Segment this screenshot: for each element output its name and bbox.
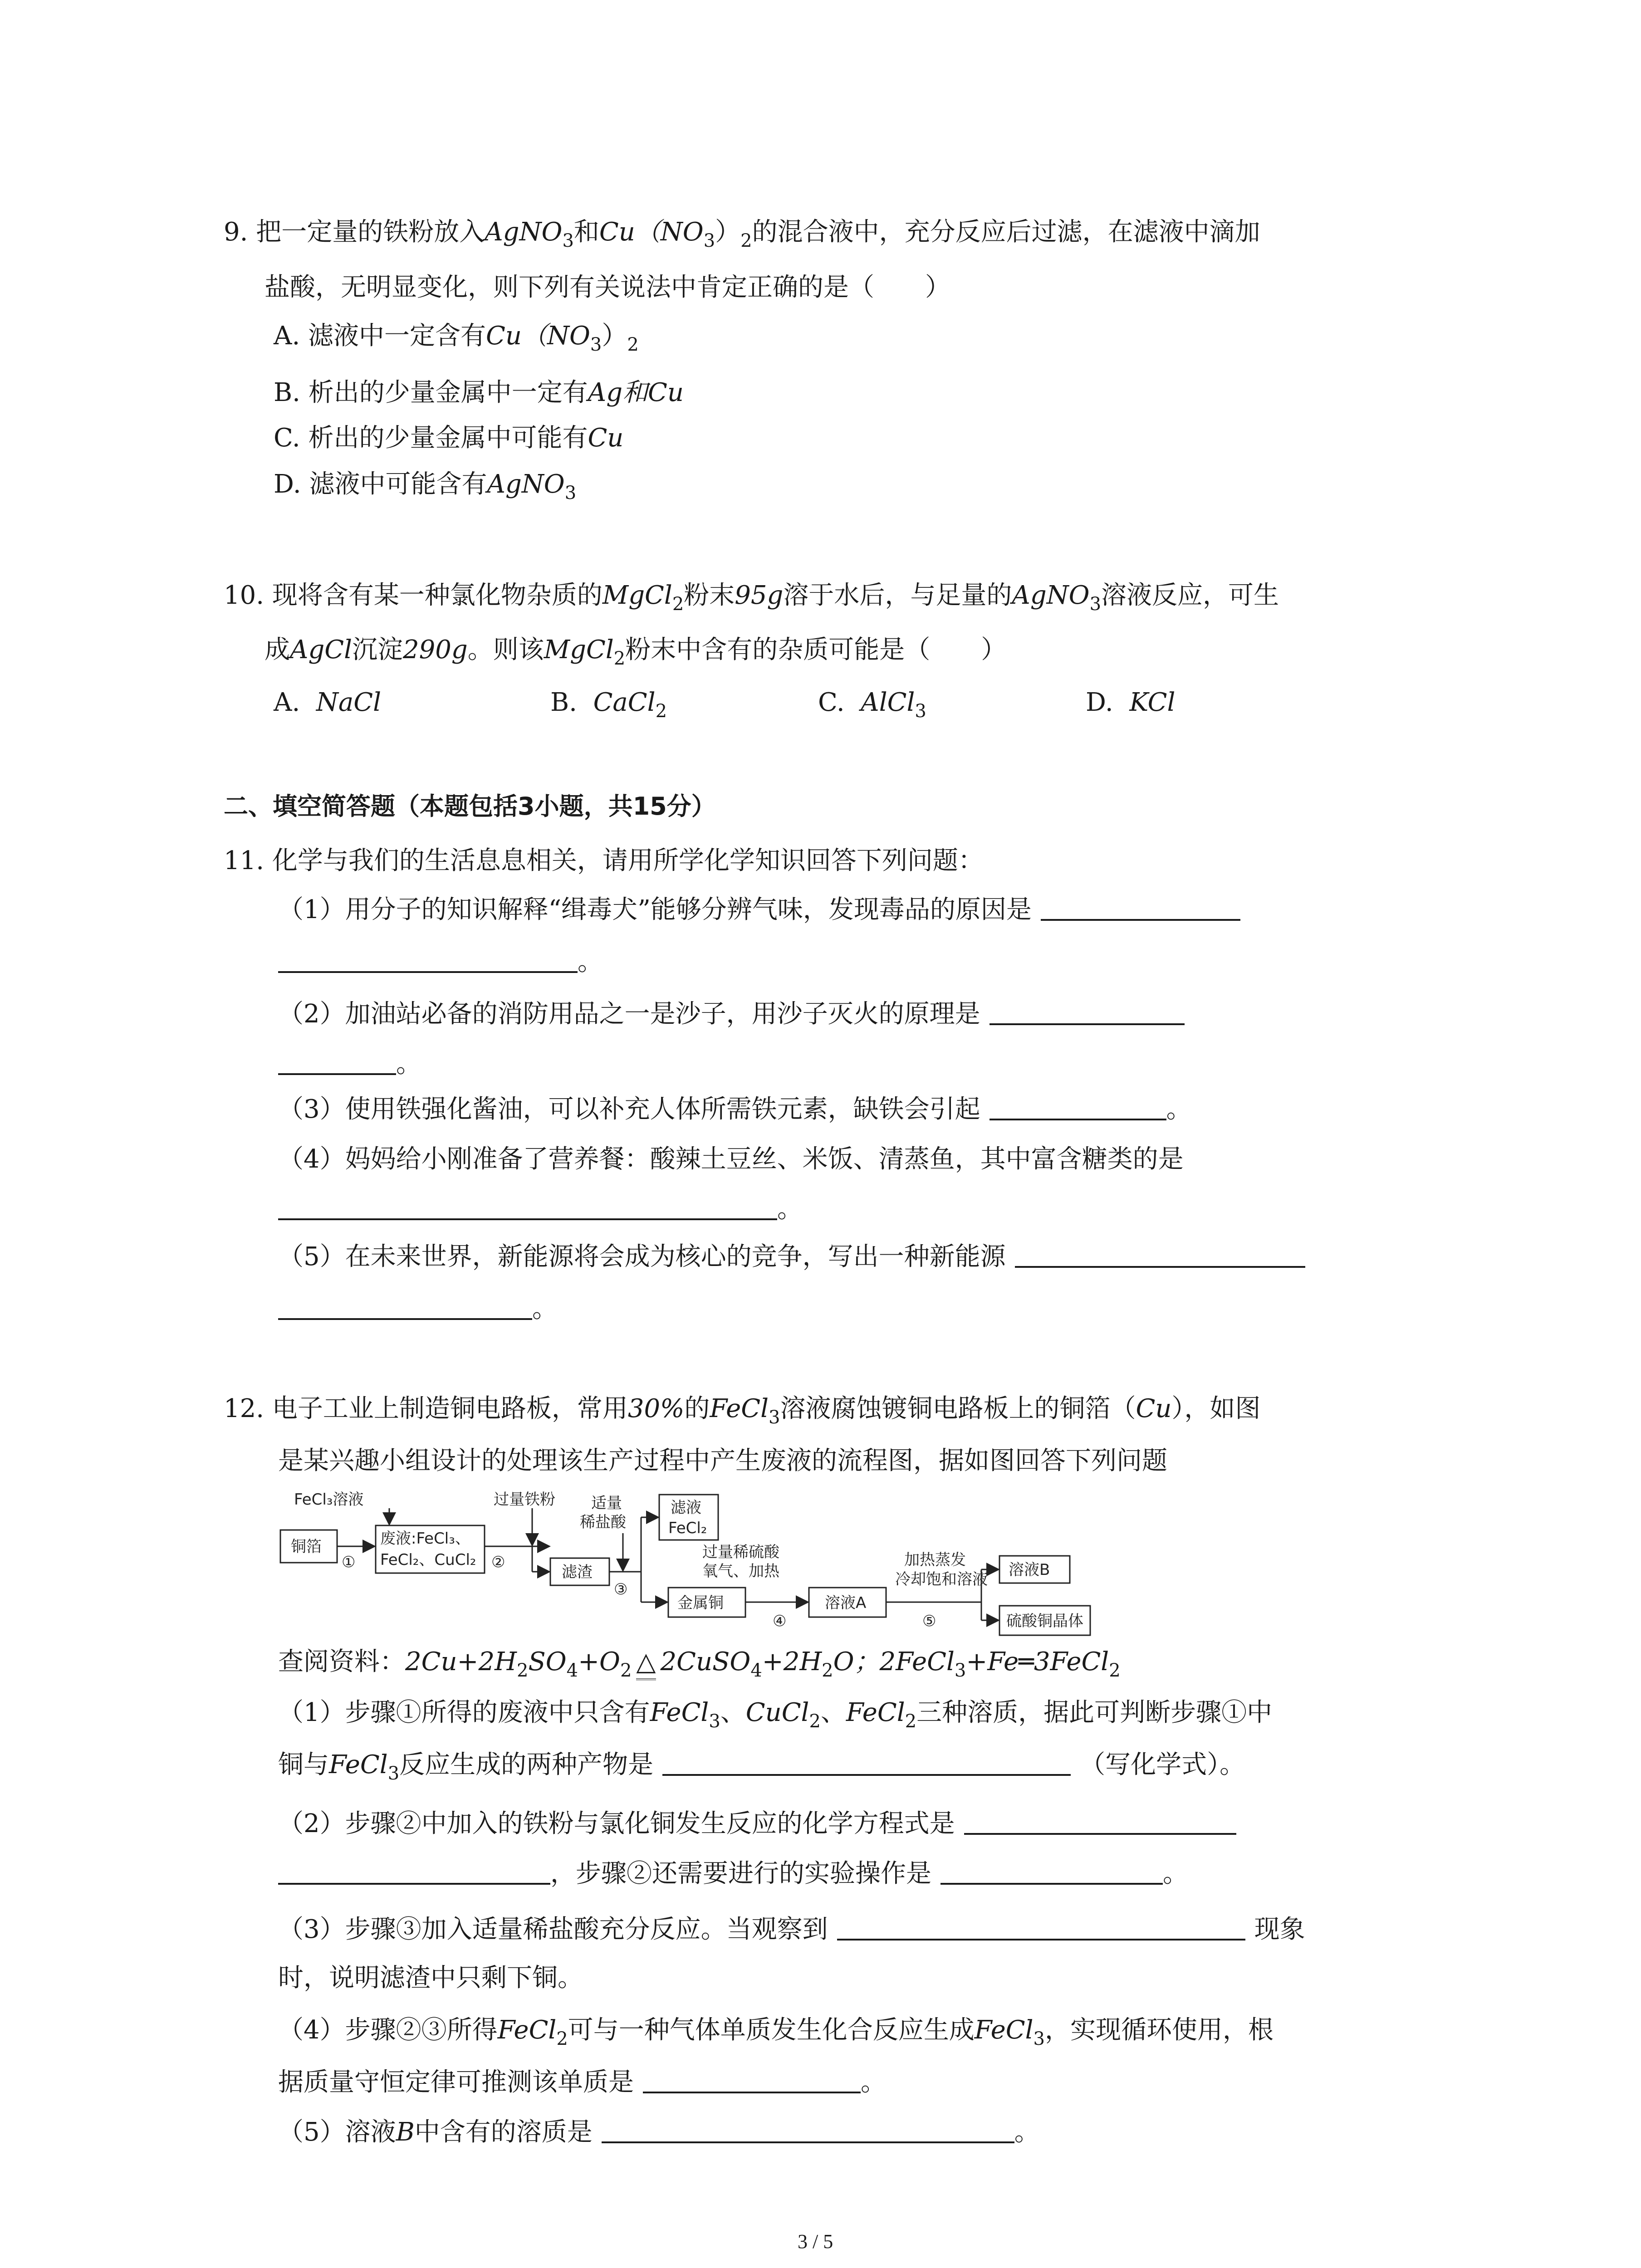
q12-step4-line1: （4）步骤②③所得FeCl$_2$可与一种气体单质发生化合反应生成FeCl$_3$，实现循环使用，根 — [278, 2015, 1274, 2049]
q12-answer-blank-2a[interactable] — [964, 1808, 1236, 1835]
q9-stem-line1: 9. 把一定量的铁粉放入AgNO$_3$和$Cu(NO_3)_2$的混合液中，充分反应后过滤，在滤液中滴加 — [224, 217, 1260, 251]
label-excess-h2so4: 过量稀硫酸 — [702, 1543, 779, 1561]
step-2-marker: ② — [491, 1553, 505, 1571]
q9-option-a: A. 滤液中一定含有$Cu(NO_3)_2$ — [274, 321, 639, 355]
q11-part1-cont: 。 — [278, 946, 603, 978]
page-number: 3 / 5 — [798, 2230, 833, 2253]
q11-part2-cont: 。 — [278, 1048, 421, 1080]
q11-part3: （3）使用铁强化酱油，可以补充人体所需铁元素，缺铁会引起 。 — [278, 1093, 1192, 1126]
q12-reference: 查阅资料：$2Cu+2H_2SO_4+O_2$ △ $2CuSO_4+2H_2O$；2FeCl$_3$+Fe═3FeCl$_2$ — [278, 1646, 1121, 1687]
label-oxygen-heat: 氧气、加热 — [702, 1562, 779, 1580]
label-cool: 冷却饱和溶液 — [895, 1570, 988, 1589]
q12-answer-blank-2b[interactable] — [278, 1857, 550, 1885]
box-residue: 滤渣 — [562, 1563, 593, 1581]
q11-answer-blank-3[interactable] — [989, 1093, 1166, 1120]
q12-step2-line1: （2）步骤②中加入的铁粉与氯化铜发生反应的化学方程式是 — [278, 1808, 1236, 1840]
q11-part2: （2）加油站必备的消防用品之一是沙子，用沙子灭火的原理是 — [278, 998, 1185, 1031]
q11-part5: （5）在未来世界，新能源将会成为核心的竞争，写出一种新能源 — [278, 1241, 1305, 1273]
label-excess-iron: 过量铁粉 — [494, 1491, 555, 1509]
q9-option-c: C. 析出的少量金属中可能有Cu — [274, 423, 624, 453]
q12-step1-line1: （1）步骤①所得的废液中只含有FeCl$_3$、CuCl$_2$、FeCl$_2$三种溶质，据此可判断步骤①中 — [278, 1698, 1273, 1732]
q10-option-c: C. AlCl$_3$ — [818, 688, 926, 722]
q11-answer-blank-2b[interactable] — [278, 1048, 396, 1075]
step-4-marker: ④ — [773, 1612, 787, 1630]
q12-answer-blank-2c[interactable] — [941, 1857, 1163, 1885]
q12-stem-line2: 是某兴趣小组设计的处理该生产过程中产生废液的流程图，据如图回答下列问题 — [278, 1446, 1167, 1476]
box-filtrate-fecl2: FeCl₂ — [668, 1519, 707, 1537]
q10-stem-line1: 10. 现将含有某一种氯化物杂质的MgCl$_2$粉末95g溶于水后，与足量的AgNO$_3$溶液反应，可生 — [224, 581, 1279, 615]
box-solution-a: 溶液A — [825, 1594, 867, 1612]
q12-step2-line2: ，步骤②还需要进行的实验操作是 。 — [278, 1857, 1188, 1890]
q11-answer-blank-1a[interactable] — [1041, 894, 1240, 921]
q12-stem-line1: 12. 电子工业上制造铜电路板，常用30%的FeCl$_3$溶液腐蚀镀铜电路板上的铜箔（Cu），如图 — [224, 1394, 1261, 1428]
q12-step3-line2: 时，说明滤渣中只剩下铜。 — [278, 1963, 583, 1993]
q9-stem-line2: 盐酸，无明显变化，则下列有关说法中肯定正确的是（ ） — [265, 273, 950, 302]
box-metal-copper: 金属铜 — [677, 1594, 724, 1612]
q11-answer-blank-4[interactable] — [278, 1193, 777, 1220]
q12-step5: （5）溶液B中含有的溶质是 。 — [278, 2116, 1040, 2149]
q12-step4-line2: 据质量守恒定律可推测该单质是 。 — [278, 2066, 886, 2099]
label-fecl3-solution: FeCl₃溶液 — [294, 1491, 364, 1509]
label-hcl-line2: 稀盐酸 — [580, 1513, 626, 1531]
step-1-marker: ① — [342, 1553, 356, 1571]
q12-answer-blank-5[interactable] — [602, 2116, 1014, 2143]
q10-option-d: D. KCl — [1086, 688, 1176, 717]
section-title: 二、填空简答题（本题包括3小题，共15分） — [224, 792, 716, 821]
box-copper-foil: 铜箔 — [291, 1538, 322, 1556]
q11-part1: （1）用分子的知识解释“缉毒犬”能够分辨气味，发现毒品的原因是 — [278, 894, 1240, 926]
q10-stem-line2: 成AgCl沉淀290g。则该MgCl$_2$粉末中含有的杂质可能是（ ） — [265, 635, 1007, 669]
q11-part5-cont: 。 — [278, 1293, 558, 1325]
q11-answer-blank-2a[interactable] — [989, 998, 1185, 1025]
box-filtrate: 滤液 — [671, 1499, 701, 1517]
label-hcl-line1: 适量 — [591, 1494, 622, 1512]
q11-part4-cont: 。 — [278, 1193, 803, 1226]
box-solution-b: 溶液B — [1009, 1561, 1050, 1579]
q9-option-b: B. 析出的少量金属中一定有Ag和Cu — [274, 378, 684, 407]
q9-option-d: D. 滤液中可能含有AgNO$_3$ — [274, 469, 577, 503]
process-flowchart — [278, 1490, 1122, 1640]
q11-answer-blank-5b[interactable] — [278, 1293, 532, 1320]
q11-answer-blank-1b[interactable] — [278, 946, 578, 973]
step-5-marker: ⑤ — [922, 1612, 936, 1630]
q12-answer-blank-1[interactable] — [662, 1749, 1071, 1776]
q10-option-a: A. NaCl — [274, 688, 382, 717]
q11-stem: 11. 化学与我们的生活息息相关，请用所学化学知识回答下列问题： — [224, 846, 984, 875]
box-cuso4-crystal: 硫酸铜晶体 — [1006, 1612, 1083, 1630]
box-waste-line2: FeCl₂、CuCl₂ — [380, 1551, 476, 1569]
q12-answer-blank-4[interactable] — [643, 2066, 861, 2093]
q12-answer-blank-3[interactable] — [837, 1913, 1245, 1941]
step-3-marker: ③ — [614, 1580, 628, 1598]
q10-option-b: B. CaCl$_2$ — [550, 688, 667, 722]
q11-part4: （4）妈妈给小刚准备了营养餐：酸辣土豆丝、米饭、清蒸鱼，其中富含糖类的是 — [278, 1144, 1184, 1174]
box-waste-line1: 废液:FeCl₃、 — [380, 1530, 470, 1548]
label-evaporate: 加热蒸发 — [904, 1551, 966, 1569]
q11-answer-blank-5a[interactable] — [1015, 1241, 1305, 1268]
q12-step1-line2: 铜与FeCl$_3$反应生成的两种产物是 （写化学式）。 — [278, 1749, 1245, 1790]
q12-step3-line1: （3）步骤③加入适量稀盐酸充分反应。当观察到 现象 — [278, 1913, 1305, 1946]
